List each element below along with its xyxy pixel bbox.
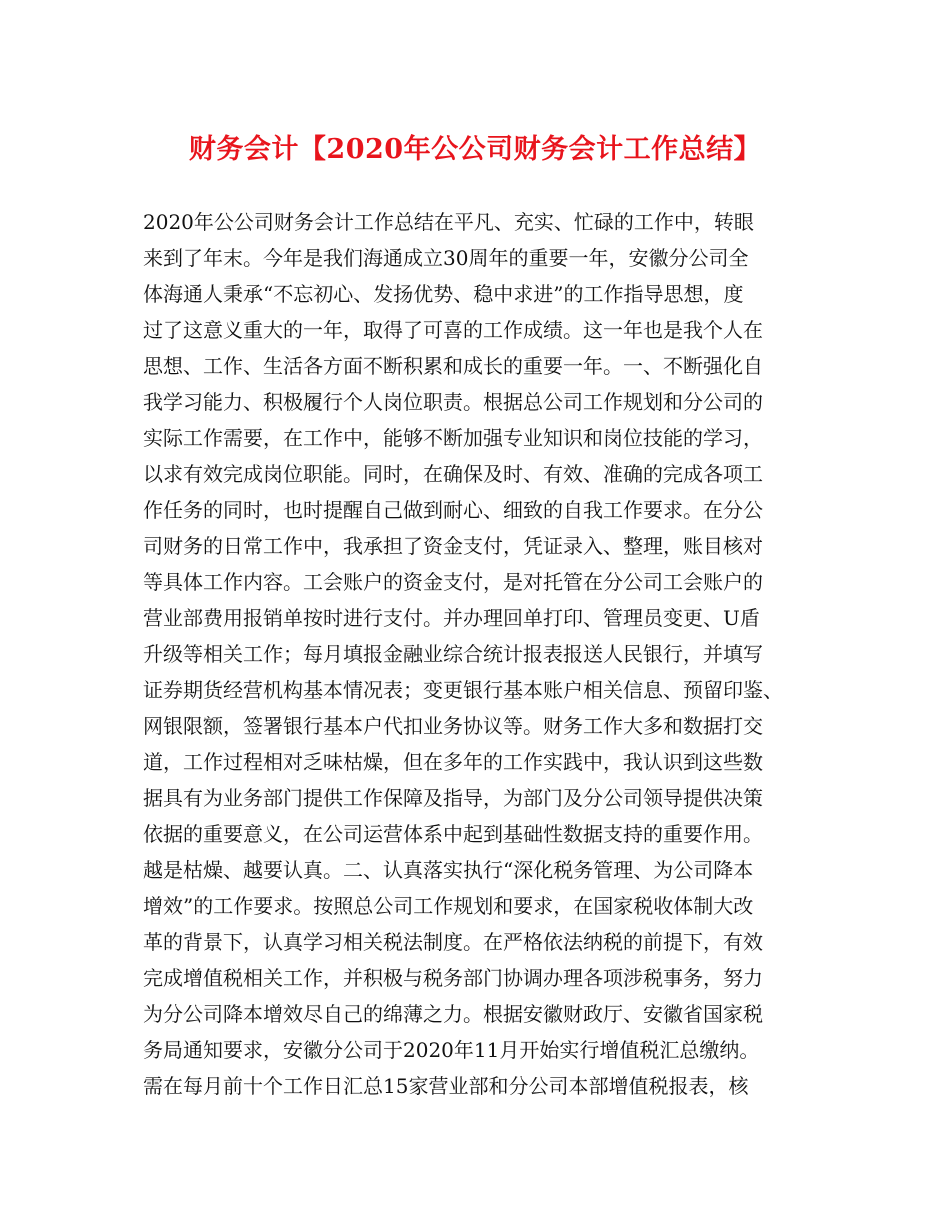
body-line: 需在每月前十个工作日汇总15家营业部和分公司本部增值税报表，核 [143,1074,749,1098]
body-line: 务局通知要求，安徽分公司于2020年11月开始实行增值税汇总缴纳。 [143,1038,760,1062]
body-line: 营业部费用报销单按时进行支付。并办理回单打印、管理员变更、U盾 [143,606,760,630]
body-line: 完成增值税相关工作，并积极与税务部门协调办理各项涉税事务，努力 [143,966,763,990]
body-line: 依据的重要意义，在公司运营体系中起到基础性数据支持的重要作用。 [143,822,763,846]
body-line: 道，工作过程相对乏味枯燥，但在多年的工作实践中，我认识到这些数 [143,750,763,774]
body-line: 实际工作需要，在工作中，能够不断加强专业知识和岗位技能的学习， [143,426,763,450]
body-line: 越是枯燥、越要认真。二、认真落实执行“深化税务管理、为公司降本 [143,858,754,882]
body-line: 证券期货经营机构基本情况表；变更银行基本账户相关信息、预留印鉴、 [143,678,783,702]
body-line: 思想、工作、生活各方面不断积累和成长的重要一年。一、不断强化自 [143,354,763,378]
body-line: 2020年公公司财务会计工作总结在平凡、充实、忙碌的工作中，转眼 [143,210,754,234]
body-line: 据具有为业务部门提供工作保障及指导，为部门及分公司领导提供决策 [143,786,763,810]
body-line: 我学习能力、积极履行个人岗位职责。根据总公司工作规划和分公司的 [143,390,763,414]
body-line: 以求有效完成岗位职能。同时，在确保及时、有效、准确的完成各项工 [143,462,763,486]
body-line: 来到了年末。今年是我们海通成立30周年的重要一年，安徽分公司全 [143,246,749,270]
body-line: 革的背景下，认真学习相关税法制度。在严格依法纳税的前提下，有效 [143,930,763,954]
body-line: 等具体工作内容。工会账户的资金支付，是对托管在分公司工会账户的 [143,570,763,594]
body-line: 为分公司降本增效尽自己的绵薄之力。根据安徽财政厅、安徽省国家税 [143,1002,763,1026]
body-line: 网银限额，签署银行基本户代扣业务协议等。财务工作大多和数据打交 [143,714,763,738]
body-line: 作任务的同时，也时提醒自己做到耐心、细致的自我工作要求。在分公 [143,498,763,522]
body-line: 体海通人秉承“不忘初心、发扬优势、稳中求进”的工作指导思想，度 [143,282,744,306]
body-line: 司财务的日常工作中，我承担了资金支付，凭证录入、整理，账目核对 [143,534,763,558]
body-line: 过了这意义重大的一年，取得了可喜的工作成绩。这一年也是我个人在 [143,318,763,342]
document-body [143,204,815,1104]
body-line: 升级等相关工作；每月填报金融业综合统计报表报送人民银行，并填写 [143,642,763,666]
document-title: 财务会计【2020年公公司财务会计工作总结】 [188,134,762,165]
body-line: 增效”的工作要求。按照总公司工作规划和要求，在国家税收体制大改 [143,894,754,918]
